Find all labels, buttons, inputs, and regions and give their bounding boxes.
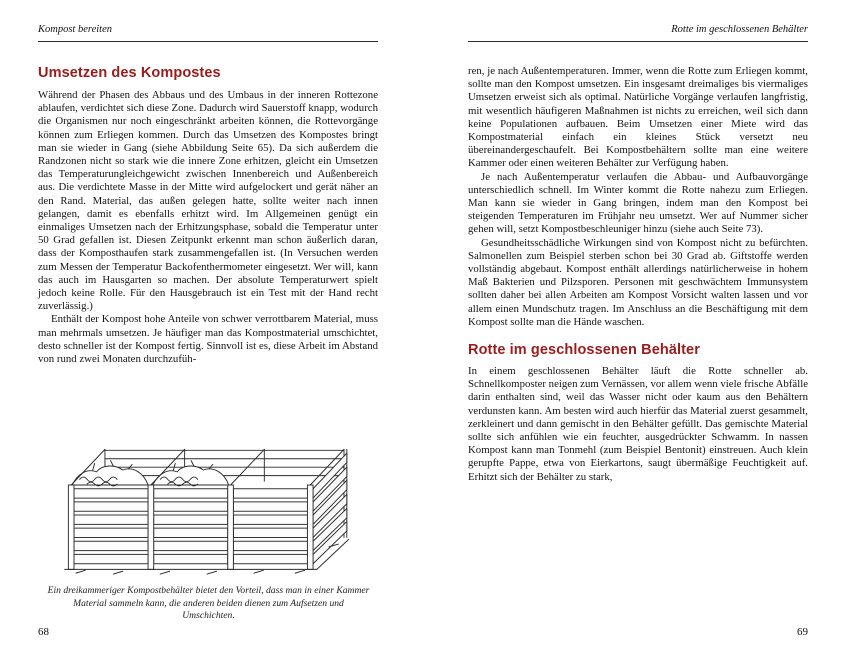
paragraph: Je nach Außentemperatur verlaufen die Abbau- und Aufbauvorgänge unterschiedlich schnell. Im Winter kommt die Rotte nahezu zum Erliegen. Man kann sie wieder in Gang bringen, indem man den Kompost bei steigenden Temperaturen im Frühjahr neu umsetzt. Wer auf Nummer sicher gehen will, setzt Kompostbeschleuniger hinzu (siehe auch Seite 73). <box>468 170 808 236</box>
running-header-right: Rotte im geschlossenen Behälter <box>468 24 808 42</box>
right-content <box>468 65 808 484</box>
figure-caption: Ein dreikammeriger Kompostbehälter bietet den Vorteil, dass man in einer Kammer Material sammeln kann, die anderen beiden dienen zum Aufsetzen und Umschichten. <box>47 585 370 621</box>
page-number-right: 69 <box>797 626 808 638</box>
paragraph: Gesundheitsschädliche Wirkungen sind von Kompost nicht zu befürchten. Salmonellen zum Beispiel sterben schon bei 30 Grad ab. Giftstoffe werden vollständig abgebaut. Kompost enthält allerdings natürlicherweise in hohem Maß Bakterien und Pilzsporen. Personen mit geschwächtem Immunsystem sollten daher bei allen Arbeiten am Kompost Vorsicht walten lassen und vor allem einen Mundschutz tragen. Im Anschluss an die Beschäftigung mit dem Kompost sollte man die Hände waschen. <box>468 236 808 328</box>
page-number-left: 68 <box>38 626 49 638</box>
section-heading-rotte: Rotte im geschlossenen Behälter <box>468 342 700 359</box>
paragraph: Enthält der Kompost hohe Anteile von schwer verrottbarem Material, muss man mehrmals umsetzen. Je häufiger man das Kompostmaterial umschichtet, desto schneller ist der Kompost fertig. Sinnvoll ist es, diese Arbeit im Abstand von rund zwei Monaten durchzufüh- <box>38 313 378 366</box>
paragraph: ren, je nach Außentemperaturen. Immer, wenn die Rotte zum Erliegen kommt, sollte man den Kompost umsetzen. Ein insgesamt dreimaliges bis viermaliges Umsetzen erweist sich als optimal. Natürliche Vorgänge verlaufen langfristig, mit wesentlich häufigeren Maßnahmen ist nichts zu erreichen, weil sich dann keine Populationen aufbauen. Beim Umsetzen einer Miete wird das Kompostmaterial einfach ein kleines Stück versetzt neu übereinandergeschaufelt. Bei Kompostbehältern sollte man eine weitere Kammer oder einen weiteren Behälter zur Verfügung haben. <box>468 65 808 170</box>
left-content <box>38 65 378 366</box>
paragraph: In einem geschlossenen Behälter läuft die Rotte schneller ab. Schnellkomposter neigen zum Vernässen, vor allem wenn viele frische Abfälle darin enthalten sind, weil das Wasser nicht oder kaum aus den Behältern verdunsten kann. Am besten wird auch hierfür das Material zuerst gesammelt, zerkleinert und dann gemischt in den Behälter gefüllt. Das gemischte Material sollte sich anfühlen wie ein feuchter, ausgedrückter Schwamm. In nassen Kompost kann man Tonmehl (zum Beispiel Bentonit) einstreuen. Auch klein gerupfte Pappe, etwa von Eierkartons, saugt übermäßige Feuchtigkeit auf. Erhitzt sich der Behälter zu stark, <box>468 365 808 483</box>
running-header-left: Kompost bereiten <box>38 24 378 42</box>
paragraph: Während der Phasen des Abbaus und des Umbaus in der inneren Rottezone ablaufen, verdichtet sich diese Zone. Dadurch wird Sauerstoff knapp, wodurch die Organismen nur noch eingeschränkt arbeiten können, die Rottevorgänge können zum Erliegen kommen. Durch das Umsetzen des Kompostes bringt man sie wieder in Gang (siehe Abbildung Seite 65). Da sich außerdem die Randzonen nicht so stark wie die innere Zone erhitzen, gleicht ein Umsetzen das Temperaturungleichgewicht zwischen Innenbereich und Außenbereich aus. Die verdichtete Masse in der Mitte wird aufgelockert und gerät näher an den Rand. Material, das außen gelegen hatte, sollte weiter nach innen gelangen, damit es ebenfalls erhitzt wird. Im Allgemeinen genügt ein einmaliges Umsetzen nach der Erhitzungsphase, sobald die Temperatur unter 50 Grad gefallen ist. Diesen Zeitpunkt erkennt man schon äußerlich daran, dass der Komposthaufen stark zusammengefallen ist. (In Versuchen werden zum Messen der Temperatur Backofenthermometer eingesetzt. Wer will, kann das auch im Hausgarten so machen. Der absolute Temperaturwert spielt jedoch keine Rolle. Für den Hausgebrauch ist ein Test mit der Hand recht zuverlässig.) <box>38 89 378 313</box>
compost-bin-illustration <box>59 436 359 579</box>
compost-bin-figure <box>42 436 375 622</box>
section-heading-umsetzen: Umsetzen des Kompostes <box>38 65 221 81</box>
page-right <box>423 0 846 648</box>
